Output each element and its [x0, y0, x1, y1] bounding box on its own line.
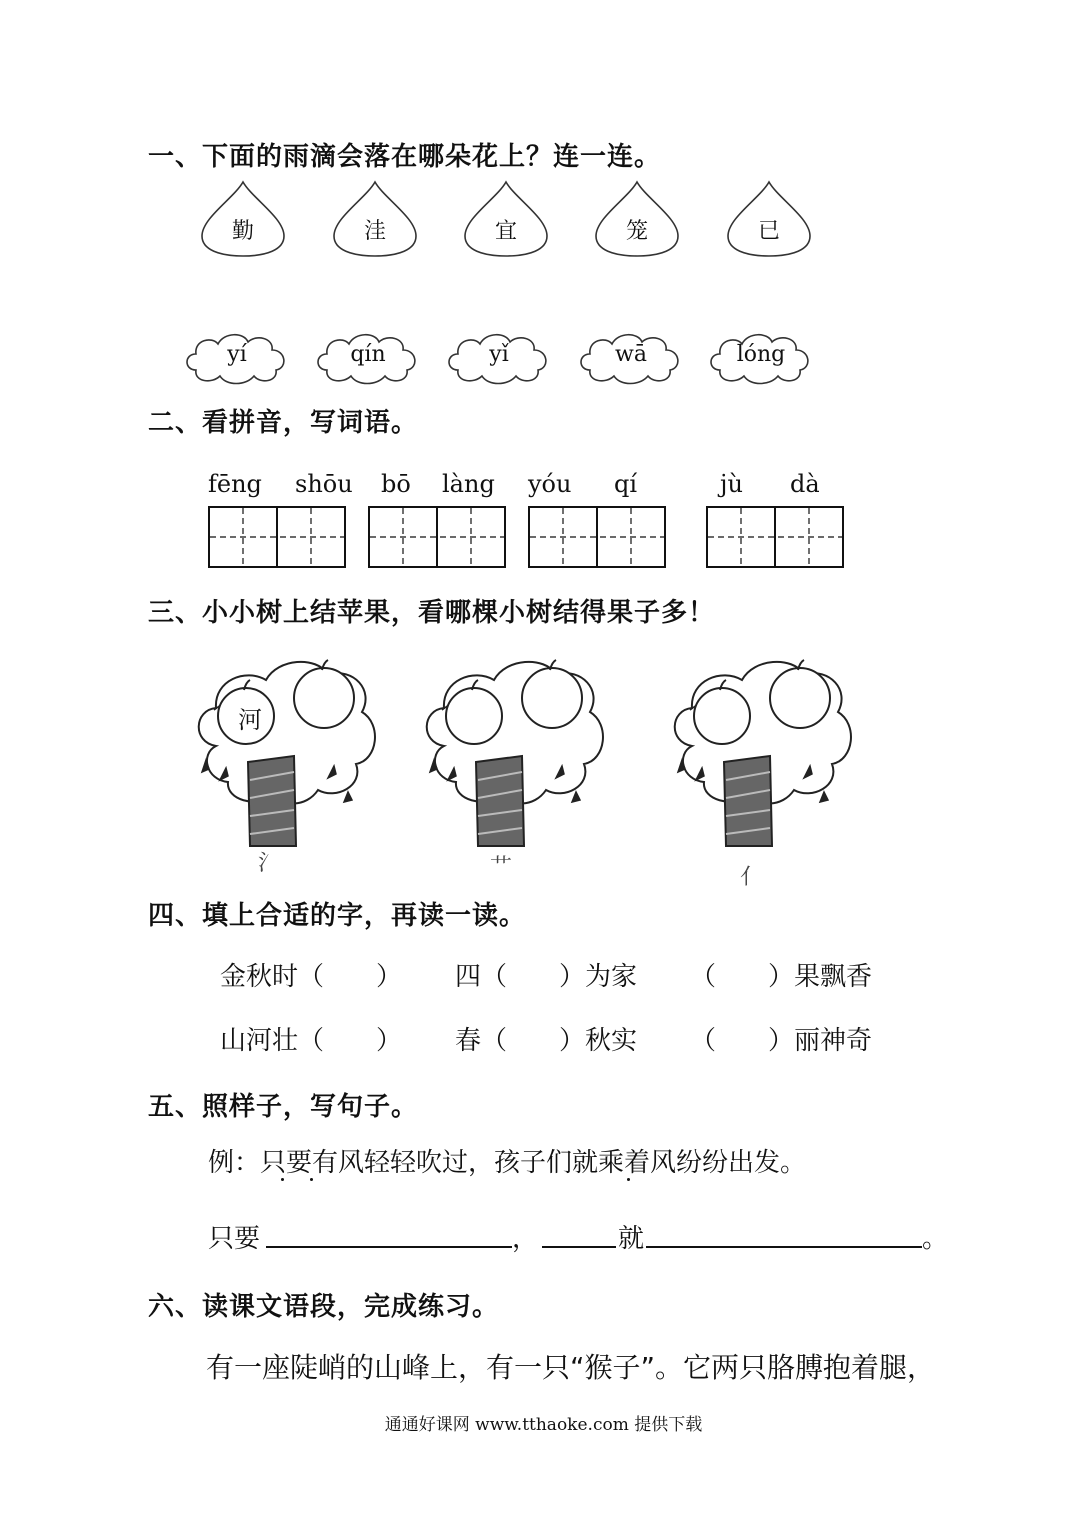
- example-sentence: 例：只要有风轻轻吹过，孩子们就乘着风纷纷出发。: [208, 1148, 807, 1178]
- pinyin-label: qí: [614, 470, 638, 498]
- cloud-1[interactable]: [182, 330, 292, 386]
- pinyin-label: jù: [720, 470, 743, 498]
- pinyin-label: bō: [381, 470, 411, 498]
- tree-radical-1: 氵: [258, 851, 281, 876]
- section3-heading: 三、小小树上结苹果，看哪棵小树结得果子多！: [148, 598, 716, 628]
- raindrop-2[interactable]: [332, 178, 418, 264]
- cloud-5[interactable]: [706, 330, 816, 386]
- raindrop-4[interactable]: [594, 178, 680, 264]
- cloud-pinyin: lóng: [736, 342, 786, 367]
- writing-grid-1[interactable]: [208, 506, 348, 568]
- idiom-2-2[interactable]: 春（ ）秋实: [455, 1026, 638, 1056]
- cloud-2[interactable]: [313, 330, 423, 386]
- apple-tree-3: [662, 650, 862, 840]
- idiom-1-3[interactable]: （ ）果飘香: [690, 962, 873, 992]
- emphasis-dot: [310, 1178, 313, 1181]
- emphasis-dot: [281, 1178, 284, 1181]
- pinyin-label: fēng: [208, 470, 262, 498]
- raindrop-char: 勤: [231, 219, 254, 244]
- answer-blank-3[interactable]: [646, 1246, 922, 1248]
- writing-grid-2[interactable]: [368, 506, 508, 568]
- pinyin-label: shōu: [295, 470, 353, 498]
- raindrop-char: 洼: [363, 219, 386, 244]
- idiom-1-2[interactable]: 四（ ）为家: [455, 962, 638, 992]
- pinyin-label: dà: [790, 470, 820, 498]
- template-comma: ，: [512, 1224, 539, 1254]
- template-period: 。: [922, 1224, 949, 1254]
- template-jiu: 就: [618, 1224, 645, 1254]
- tree-radical-3: 亻: [740, 865, 763, 890]
- idiom-2-3[interactable]: （ ）丽神奇: [690, 1026, 873, 1056]
- idiom-1-1[interactable]: 金秋时（ ）: [220, 962, 403, 992]
- emphasis-dot: [627, 1178, 630, 1181]
- section1-heading: 一、下面的雨滴会落在哪朵花上？连一连。: [148, 142, 662, 172]
- reading-passage: 有一座陡峭的山峰上，有一只“猴子”。它两只胳膊抱着腿，: [206, 1351, 936, 1384]
- raindrop-3[interactable]: [463, 178, 549, 264]
- footer-text: 通通好课网 www.tthaoke.com 提供下载: [384, 1415, 703, 1435]
- apple-tree-1: [186, 650, 386, 840]
- raindrop-1[interactable]: [200, 178, 286, 264]
- template-zhiyao: 只要: [208, 1224, 261, 1254]
- tree-illustration: [414, 650, 614, 850]
- cloud-4[interactable]: [576, 330, 686, 386]
- section2-heading: 二、看拼音，写词语。: [148, 408, 419, 438]
- cloud-pinyin: wā: [615, 342, 647, 367]
- cloud-pinyin: qín: [350, 342, 386, 367]
- pinyin-label: làng: [442, 470, 495, 498]
- raindrop-char: 已: [757, 219, 780, 244]
- writing-grid-4[interactable]: [706, 506, 846, 568]
- tree-radical-2: 艹: [490, 855, 513, 880]
- section6-heading: 六、读课文语段，完成练习。: [148, 1292, 500, 1322]
- answer-blank-1[interactable]: [266, 1246, 512, 1248]
- apple-tree-2: [414, 650, 614, 840]
- raindrop-char: 宜: [494, 219, 517, 244]
- cloud-3[interactable]: [444, 330, 554, 386]
- section4-heading: 四、填上合适的字，再读一读。: [148, 901, 527, 931]
- idiom-2-1[interactable]: 山河壮（ ）: [220, 1026, 403, 1056]
- raindrop-5[interactable]: [726, 178, 812, 264]
- section5-heading: 五、照样子，写句子。: [148, 1092, 419, 1122]
- apple-char: 河: [238, 706, 262, 734]
- answer-blank-2[interactable]: [542, 1246, 616, 1248]
- tree-illustration: [662, 650, 862, 850]
- writing-grid-3[interactable]: [528, 506, 668, 568]
- tree-illustration: [186, 650, 386, 850]
- pinyin-label: yóu: [528, 470, 572, 498]
- cloud-pinyin: yí: [227, 342, 247, 367]
- cloud-pinyin: yǐ: [489, 342, 509, 367]
- raindrop-char: 笼: [625, 219, 648, 244]
